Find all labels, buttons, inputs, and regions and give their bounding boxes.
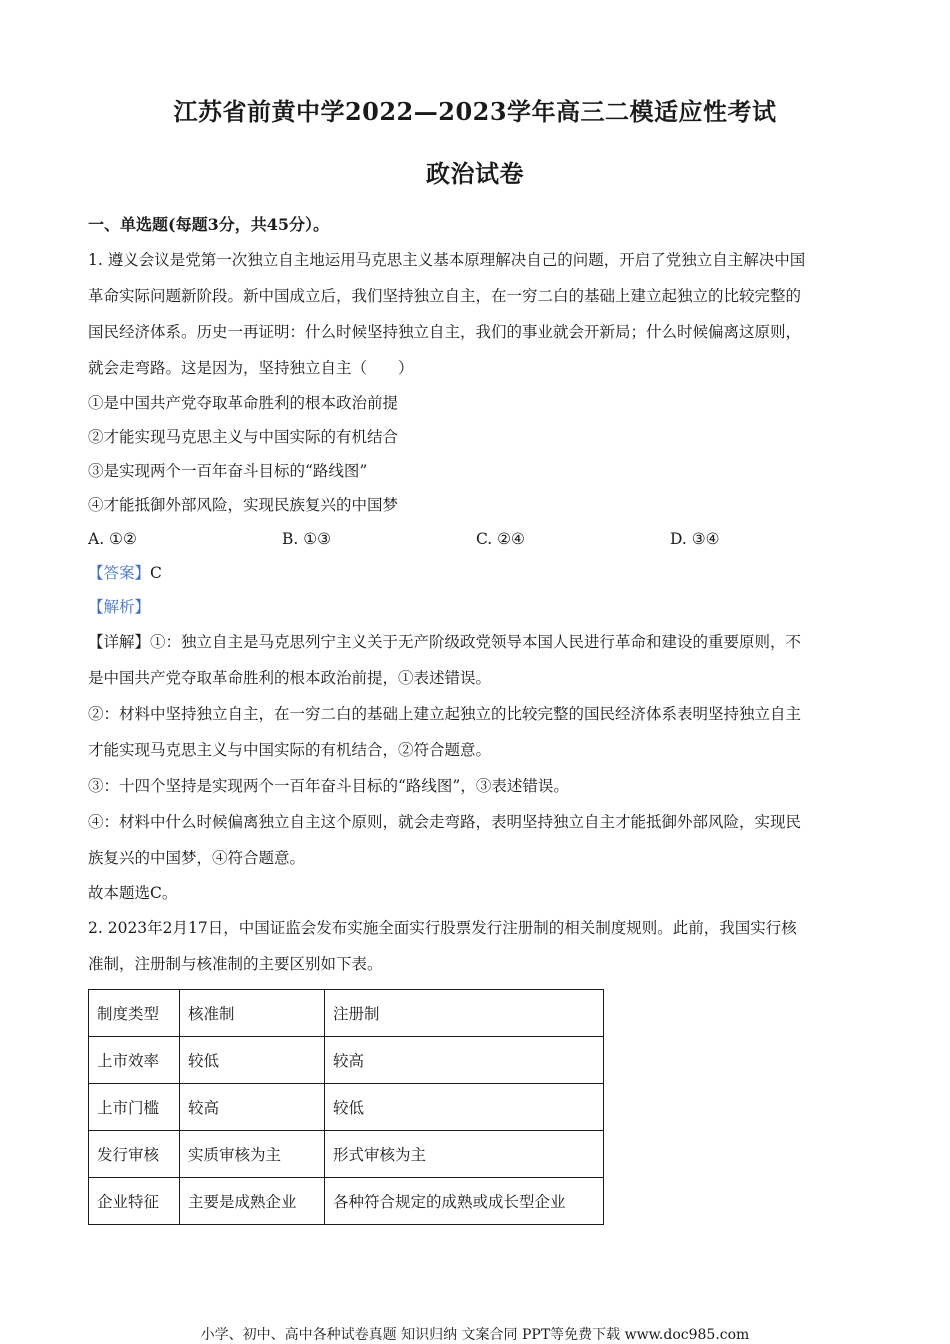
table-cell: 较高 [180, 1084, 325, 1131]
statement-2: ②才能实现马克思主义与中国实际的有机结合 [88, 428, 399, 446]
option-b: B. ①③ [282, 530, 332, 548]
table-cell: 各种符合规定的成熟或成长型企业 [325, 1178, 604, 1225]
option-c: C. ②④ [476, 530, 525, 548]
explanation-line: 才能实现马克思主义与中国实际的有机结合，②符合题意。 [88, 741, 492, 759]
answer-line [88, 556, 868, 590]
table-cell: 形式审核为主 [325, 1131, 604, 1178]
explanation-line: 【详解】①：独立自主是马克思列宁主义关于无产阶级政党领导本国人民进行革命和建设的重要原则，不 [88, 633, 802, 651]
statement-3: ③是实现两个一百年奋斗目标的“路线图” [88, 462, 368, 480]
answer-options [88, 522, 868, 556]
footer-text: 小学、初中、高中各种试卷真题 知识归纳 文案合同 PPT等免费下载 www.doc985.com [200, 1327, 750, 1343]
table-cell: 较低 [180, 1037, 325, 1084]
question-1-line: 国民经济体系。历史一再证明：什么时候坚持独立自主，我们的事业就会开新局；什么时候偏离这原则， [88, 323, 802, 341]
explanation-line: ④：材料中什么时候偏离独立自主这个原则，就会走弯路，表明坚持独立自主才能抵御外部风险，实现民 [88, 813, 802, 831]
table-cell: 企业特征 [89, 1178, 180, 1225]
question-1-line: 1. 遵义会议是党第一次独立自主地运用马克思主义基本原理解决自己的问题，开启了党独立自主解决中国 [88, 251, 806, 269]
exam-title: 江苏省前黄中学2022—2023学年高三二模适应性考试 [173, 97, 777, 126]
explanation-line: 是中国共产党夺取革命胜利的根本政治前提，①表述错误。 [88, 669, 492, 687]
table-header-cell: 制度类型 [89, 990, 180, 1037]
table-row [89, 1037, 604, 1084]
table-row [89, 1178, 604, 1225]
table-cell: 实质审核为主 [180, 1131, 325, 1178]
exam-subtitle: 政治试卷 [426, 159, 524, 188]
comparison-table [88, 989, 604, 1225]
table-cell: 发行审核 [89, 1131, 180, 1178]
table-cell: 上市门槛 [89, 1084, 180, 1131]
statement-4: ④才能抵御外部风险，实现民族复兴的中国梦 [88, 496, 399, 514]
table-cell: 较高 [325, 1037, 604, 1084]
option-d: D. ③④ [670, 530, 720, 548]
table-header-cell: 核准制 [180, 990, 325, 1037]
exam-content [88, 208, 868, 982]
answer-value: C [150, 564, 162, 582]
table-row [89, 1131, 604, 1178]
question-2-line: 2. 2023年2月17日，中国证监会发布实施全面实行股票发行注册制的相关制度规则。此前，我国实行核 [88, 919, 797, 937]
table-header-cell: 注册制 [325, 990, 604, 1037]
answer-tag: 【答案】 [88, 564, 151, 582]
table-cell: 上市效率 [89, 1037, 180, 1084]
explanation-line: ③：十四个坚持是实现两个一百年奋斗目标的“路线图”，③表述错误。 [88, 777, 569, 795]
analysis-tag: 【解析】 [88, 598, 151, 616]
analysis-line [88, 590, 868, 624]
explanation-line: 族复兴的中国梦，④符合题意。 [88, 849, 306, 867]
table-row [89, 990, 604, 1037]
section-title: 一、单选题(每题3分，共45分）。 [88, 215, 329, 234]
table-cell: 较低 [325, 1084, 604, 1131]
question-1-line: 革命实际问题新阶段。新中国成立后，我们坚持独立自主，在一穷二白的基础上建立起独立的比较完整的 [88, 287, 802, 305]
option-a: A. ①② [88, 530, 137, 548]
question-1 [88, 242, 868, 910]
table-cell: 主要是成熟企业 [180, 1178, 325, 1225]
question-2-line: 准制，注册制与核准制的主要区别如下表。 [88, 955, 383, 973]
question-1-line: 就会走弯路。这是因为，坚持独立自主（ ） [88, 359, 414, 377]
explanation-line: 故本题选C。 [88, 884, 178, 902]
explanation-line: ②：材料中坚持独立自主，在一穷二白的基础上建立起独立的比较完整的国民经济体系表明坚持独立自主 [88, 705, 802, 723]
table-row [89, 1084, 604, 1131]
statement-1: ①是中国共产党夺取革命胜利的根本政治前提 [88, 394, 399, 412]
question-2 [88, 910, 868, 982]
